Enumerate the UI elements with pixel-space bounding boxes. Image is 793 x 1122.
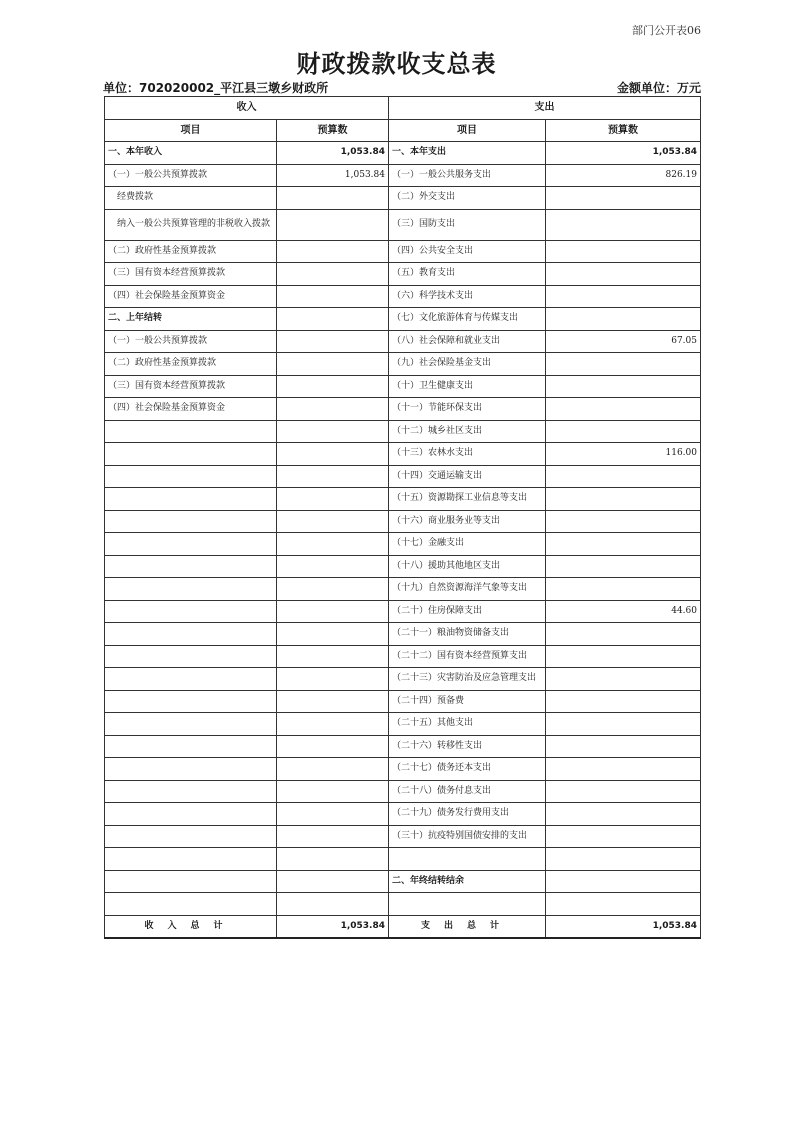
table-row bbox=[105, 555, 701, 578]
table-row bbox=[105, 713, 701, 736]
table-row bbox=[105, 142, 701, 165]
income-item-cell bbox=[105, 870, 277, 893]
income-item-cell: （二）政府性基金预算拨款 bbox=[105, 240, 277, 263]
expense-item-cell: （二十五）其他支出 bbox=[389, 713, 546, 736]
income-budget-cell bbox=[277, 555, 389, 578]
expense-budget-cell bbox=[546, 308, 701, 331]
income-budget-cell bbox=[277, 848, 389, 871]
income-budget-cell bbox=[277, 263, 389, 286]
income-item-cell: （三）国有资本经营预算拨款 bbox=[105, 263, 277, 286]
income-item-cell bbox=[105, 420, 277, 443]
expense-item-cell: （二十七）债务还本支出 bbox=[389, 758, 546, 781]
income-budget-cell bbox=[277, 690, 389, 713]
income-item-cell: （二）政府性基金预算拨款 bbox=[105, 353, 277, 376]
income-budget-cell bbox=[277, 758, 389, 781]
expense-item-cell: （十）卫生健康支出 bbox=[389, 375, 546, 398]
expense-budget-cell bbox=[546, 780, 701, 803]
expense-budget-cell bbox=[546, 758, 701, 781]
income-budget-cell bbox=[277, 285, 389, 308]
income-budget-cell bbox=[277, 870, 389, 893]
expense-item-cell: 一、本年支出 bbox=[389, 142, 546, 165]
form-number: 部门公开表06 bbox=[632, 24, 701, 37]
income-budget-cell bbox=[277, 398, 389, 421]
table-row bbox=[105, 187, 701, 210]
income-item-cell bbox=[105, 555, 277, 578]
expense-budget-cell bbox=[546, 533, 701, 556]
expense-total-label: 支出总计 bbox=[389, 915, 546, 938]
expense-section-header: 支出 bbox=[389, 97, 701, 120]
expense-budget-cell bbox=[546, 209, 701, 240]
table-row bbox=[105, 209, 701, 240]
income-budget-cell bbox=[277, 600, 389, 623]
expense-item-cell: （三十）抗疫特别国债安排的支出 bbox=[389, 825, 546, 848]
expense-item-cell: （十九）自然资源海洋气象等支出 bbox=[389, 578, 546, 601]
expense-budget-cell bbox=[546, 690, 701, 713]
column-header-row bbox=[105, 119, 701, 142]
income-item-cell: （四）社会保险基金预算资金 bbox=[105, 398, 277, 421]
table-row bbox=[105, 285, 701, 308]
income-budget-cell bbox=[277, 443, 389, 466]
income-budget-cell bbox=[277, 735, 389, 758]
income-budget-cell bbox=[277, 330, 389, 353]
expense-item-cell: （十四）交通运输支出 bbox=[389, 465, 546, 488]
expense-item-cell: （三）国防支出 bbox=[389, 209, 546, 240]
expense-item-cell: （十八）援助其他地区支出 bbox=[389, 555, 546, 578]
expense-budget-cell bbox=[546, 893, 701, 916]
income-item-cell bbox=[105, 645, 277, 668]
table-row bbox=[105, 803, 701, 826]
income-item-cell bbox=[105, 848, 277, 871]
expense-item-cell: （十一）节能环保支出 bbox=[389, 398, 546, 421]
income-item-cell bbox=[105, 713, 277, 736]
expense-item-cell: （二十六）转移性支出 bbox=[389, 735, 546, 758]
expense-budget-cell bbox=[546, 848, 701, 871]
expense-item-cell: （一）一般公共服务支出 bbox=[389, 164, 546, 187]
income-budget-cell: 1,053.84 bbox=[277, 164, 389, 187]
section-header-row bbox=[105, 97, 701, 120]
income-item-cell bbox=[105, 668, 277, 691]
expense-budget-cell bbox=[546, 353, 701, 376]
income-item-cell bbox=[105, 735, 277, 758]
income-item-cell bbox=[105, 600, 277, 623]
table-row bbox=[105, 533, 701, 556]
expense-item-cell: （二十九）债务发行费用支出 bbox=[389, 803, 546, 826]
expense-budget-cell bbox=[546, 510, 701, 533]
expense-item-cell: （十六）商业服务业等支出 bbox=[389, 510, 546, 533]
expense-item-cell bbox=[389, 893, 546, 916]
expense-budget-cell bbox=[546, 285, 701, 308]
income-budget-cell bbox=[277, 420, 389, 443]
expense-item-cell: （五）教育支出 bbox=[389, 263, 546, 286]
table-row bbox=[105, 420, 701, 443]
table-row bbox=[105, 510, 701, 533]
income-budget-cell bbox=[277, 780, 389, 803]
table-row bbox=[105, 240, 701, 263]
income-section-header: 收入 bbox=[105, 97, 389, 120]
table-row bbox=[105, 443, 701, 466]
expense-item-cell: 二、年终结转结余 bbox=[389, 870, 546, 893]
income-item-cell: （三）国有资本经营预算拨款 bbox=[105, 375, 277, 398]
expense-item-cell: （二十二）国有资本经营预算支出 bbox=[389, 645, 546, 668]
table-body bbox=[105, 142, 701, 916]
income-budget-cell bbox=[277, 668, 389, 691]
expense-total-value: 1,053.84 bbox=[546, 915, 701, 938]
income-item-cell bbox=[105, 825, 277, 848]
expense-budget-cell bbox=[546, 555, 701, 578]
totals-row bbox=[105, 915, 701, 938]
budget-table bbox=[104, 96, 701, 939]
income-item-cell bbox=[105, 578, 277, 601]
expense-budget-cell bbox=[546, 578, 701, 601]
expense-budget-cell: 1,053.84 bbox=[546, 142, 701, 165]
income-total-value: 1,053.84 bbox=[277, 915, 389, 938]
table-row bbox=[105, 870, 701, 893]
income-total-label: 收入总计 bbox=[105, 915, 277, 938]
income-budget-cell bbox=[277, 825, 389, 848]
income-budget-cell bbox=[277, 578, 389, 601]
income-budget-cell bbox=[277, 488, 389, 511]
table-row bbox=[105, 780, 701, 803]
table-row bbox=[105, 668, 701, 691]
income-item-cell: 经费拨款 bbox=[105, 187, 277, 210]
income-item-cell bbox=[105, 533, 277, 556]
table-row bbox=[105, 848, 701, 871]
expense-item-cell: （二十八）债务付息支出 bbox=[389, 780, 546, 803]
income-item-cell: 二、上年结转 bbox=[105, 308, 277, 331]
expense-item-cell: （十三）农林水支出 bbox=[389, 443, 546, 466]
expense-budget-cell: 116.00 bbox=[546, 443, 701, 466]
income-item-cell bbox=[105, 803, 277, 826]
income-budget-cell bbox=[277, 803, 389, 826]
income-item-cell bbox=[105, 510, 277, 533]
expense-budget-cell bbox=[546, 668, 701, 691]
income-budget-cell bbox=[277, 623, 389, 646]
page-title: 财政拨款收支总表 bbox=[296, 50, 497, 78]
amount-unit-label: 金额单位：万元 bbox=[616, 81, 701, 95]
expense-budget-cell bbox=[546, 240, 701, 263]
table-row bbox=[105, 330, 701, 353]
expense-item-cell: （七）文化旅游体育与传媒支出 bbox=[389, 308, 546, 331]
table-row bbox=[105, 488, 701, 511]
expense-item-cell: （二十三）灾害防治及应急管理支出 bbox=[389, 668, 546, 691]
income-item-header: 项目 bbox=[105, 119, 277, 142]
income-budget-cell: 1,053.84 bbox=[277, 142, 389, 165]
income-item-cell: （一）一般公共预算拨款 bbox=[105, 164, 277, 187]
income-item-cell bbox=[105, 758, 277, 781]
table-row bbox=[105, 645, 701, 668]
income-budget-cell bbox=[277, 533, 389, 556]
expense-budget-cell bbox=[546, 825, 701, 848]
expense-budget-cell: 44.60 bbox=[546, 600, 701, 623]
income-budget-cell bbox=[277, 645, 389, 668]
expense-budget-cell: 826.19 bbox=[546, 164, 701, 187]
expense-budget-cell bbox=[546, 263, 701, 286]
table-row bbox=[105, 578, 701, 601]
income-budget-cell bbox=[277, 308, 389, 331]
income-budget-header: 预算数 bbox=[277, 119, 389, 142]
expense-budget-cell bbox=[546, 623, 701, 646]
expense-item-cell: （八）社会保障和就业支出 bbox=[389, 330, 546, 353]
expense-budget-cell bbox=[546, 803, 701, 826]
expense-budget-cell bbox=[546, 488, 701, 511]
income-item-cell bbox=[105, 443, 277, 466]
expense-budget-cell bbox=[546, 420, 701, 443]
expense-item-cell bbox=[389, 848, 546, 871]
expense-item-cell: （二十）住房保障支出 bbox=[389, 600, 546, 623]
expense-budget-cell bbox=[546, 645, 701, 668]
unit-label: 单位：702020002_平江县三墩乡财政所 bbox=[103, 81, 329, 95]
income-budget-cell bbox=[277, 893, 389, 916]
table-row bbox=[105, 623, 701, 646]
table-row bbox=[105, 465, 701, 488]
table-row bbox=[105, 353, 701, 376]
income-budget-cell bbox=[277, 510, 389, 533]
expense-item-cell: （四）公共安全支出 bbox=[389, 240, 546, 263]
expense-item-header: 项目 bbox=[389, 119, 546, 142]
table-row bbox=[105, 398, 701, 421]
expense-item-cell: （二）外交支出 bbox=[389, 187, 546, 210]
table-row bbox=[105, 758, 701, 781]
income-item-cell bbox=[105, 623, 277, 646]
expense-budget-cell: 67.05 bbox=[546, 330, 701, 353]
income-item-cell: （一）一般公共预算拨款 bbox=[105, 330, 277, 353]
income-budget-cell bbox=[277, 240, 389, 263]
income-budget-cell bbox=[277, 353, 389, 376]
expense-budget-cell bbox=[546, 465, 701, 488]
table-row bbox=[105, 893, 701, 916]
expense-item-cell: （九）社会保险基金支出 bbox=[389, 353, 546, 376]
expense-item-cell: （十二）城乡社区支出 bbox=[389, 420, 546, 443]
table-row bbox=[105, 600, 701, 623]
expense-item-cell: （二十一）粮油物资储备支出 bbox=[389, 623, 546, 646]
income-item-cell: （四）社会保险基金预算资金 bbox=[105, 285, 277, 308]
expense-budget-cell bbox=[546, 735, 701, 758]
income-item-cell: 一、本年收入 bbox=[105, 142, 277, 165]
expense-budget-cell bbox=[546, 187, 701, 210]
table-row bbox=[105, 735, 701, 758]
income-budget-cell bbox=[277, 713, 389, 736]
table-row bbox=[105, 308, 701, 331]
expense-budget-cell bbox=[546, 375, 701, 398]
expense-item-cell: （二十四）预备费 bbox=[389, 690, 546, 713]
expense-item-cell: （十七）金融支出 bbox=[389, 533, 546, 556]
income-item-cell bbox=[105, 780, 277, 803]
income-item-cell bbox=[105, 465, 277, 488]
income-budget-cell bbox=[277, 465, 389, 488]
expense-budget-header: 预算数 bbox=[546, 119, 701, 142]
income-item-cell: 纳入一般公共预算管理的非税收入拨款 bbox=[105, 209, 277, 240]
table-row bbox=[105, 263, 701, 286]
income-item-cell bbox=[105, 690, 277, 713]
expense-item-cell: （六）科学技术支出 bbox=[389, 285, 546, 308]
income-item-cell bbox=[105, 488, 277, 511]
table-row bbox=[105, 375, 701, 398]
table-row bbox=[105, 164, 701, 187]
income-budget-cell bbox=[277, 209, 389, 240]
income-item-cell bbox=[105, 893, 277, 916]
expense-budget-cell bbox=[546, 398, 701, 421]
income-budget-cell bbox=[277, 375, 389, 398]
income-budget-cell bbox=[277, 187, 389, 210]
expense-budget-cell bbox=[546, 713, 701, 736]
expense-budget-cell bbox=[546, 870, 701, 893]
expense-item-cell: （十五）资源勘探工业信息等支出 bbox=[389, 488, 546, 511]
table-row bbox=[105, 825, 701, 848]
table-row bbox=[105, 690, 701, 713]
